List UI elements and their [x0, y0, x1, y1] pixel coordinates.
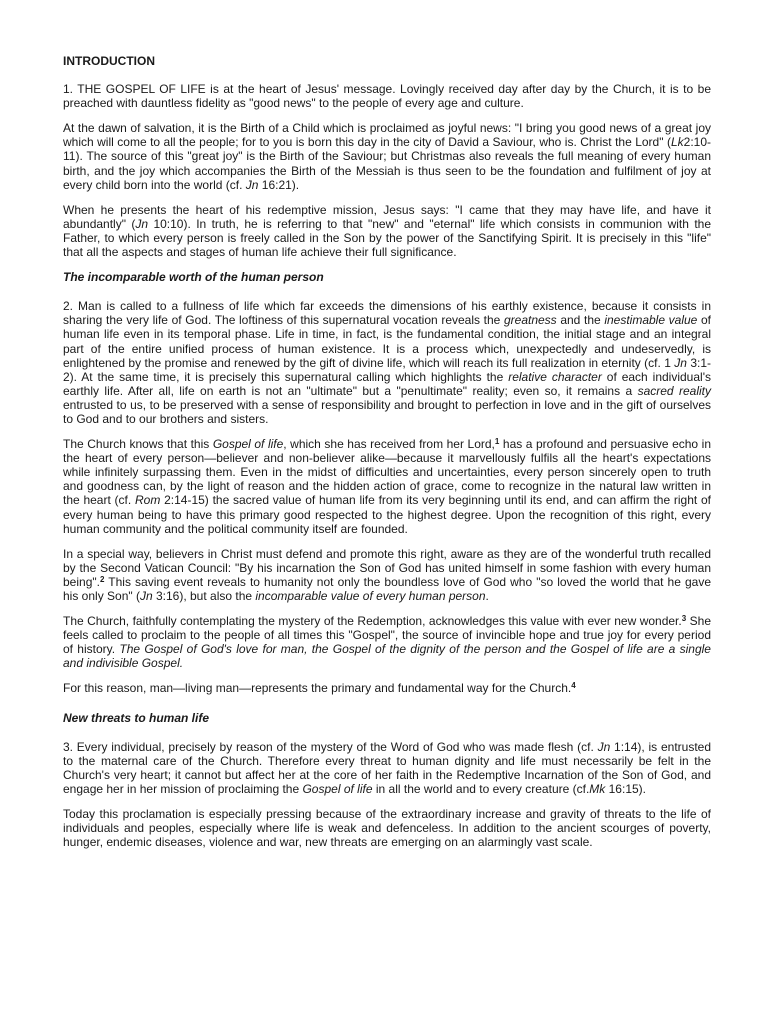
footnote-marker[interactable]: 2: [99, 574, 105, 584]
document-page: [63, 44, 711, 860]
paragraph-1: 1. THE GOSPEL OF LIFE is at the heart of Jesus' message. Lovingly received day after day by the Church, it is to be preached with dauntless fidelity as "good news" to the people of every age and culture.: [63, 82, 711, 111]
paragraph-4: 2. Man is called to a fullness of life which far exceeds the dimensions of his earthly existence, because it consists in sharing the very life of God. The loftiness of this supernatural vocation reveals the greatness and the inestimable value of human life even in its temporal phase. Life in time, in fact, is the fundamental condition, the initial stage and an integral part of the entire unified process of human existence. It is a process which, unexpectedly and undeservedly, is enlightened by the promise and renewed by the gift of divine life, which will reach its full realization in eternity (cf. 1 Jn 3:1-2). At the same time, it is precisely this supernatural calling which highlights the relative character of each individual's earthly life. After all, life on earth is not an "ultimate" but a "penultimate" reality; even so, it remains a sacred reality entrusted to us, to be preserved with a sense of responsibility and brought to perfection in love and in the gift of ourselves to God and to our brothers and sisters.: [63, 299, 712, 426]
scripture-ref: Mk: [589, 781, 606, 796]
footnote-marker[interactable]: 1: [494, 437, 500, 447]
paragraph-9: 3. Every individual, precisely by reason of the mystery of the Word of God who was made flesh (cf. Jn 1:14), is entrusted to the maternal care of the Church. Therefore every threat to human dignity and life must necessarily be felt in the Church's very heart; it cannot but affect her at the core of her faith in the Redemptive Incarnation of the Son of God, and engage her in her mission of proclaiming the Gospel of life in all the world and to every creature (cf.Mk 16:15).: [63, 739, 712, 796]
scripture-ref: Jn: [139, 589, 153, 603]
paragraph-8: For this reason, man—living man—represents the primary and fundamental way for the Church.$^4$: [63, 681, 576, 696]
scripture-ref: Rom: [135, 493, 161, 508]
paragraph-6: In a special way, believers in Christ must defend and promote this right, aware as they are of the wonderful truth recalled by the Second Vatican Council: "By his incarnation the Son of God has united himself in some fashion with every human being".$^2$ This saving event reveals to humanity not only the boundless love of God who "so loved the world that he gave his only Son" (Jn 3:16), but also the incomparable value of every human person.: [63, 546, 711, 603]
scripture-ref: Lk: [670, 135, 684, 150]
scripture-ref: Jn: [597, 739, 611, 754]
paragraph-7: The Church, faithfully contemplating the mystery of the Redemption, acknowledges this value with ever new wonder.$^3$ She feels called to proclaim to the people of all times this "Gospel", the source of invincible hope and true joy for every period of history. The Gospel of God's love for man, the Gospel of the dignity of the person and the Gospel of life are a single and indivisible Gospel.: [63, 614, 711, 671]
paragraph-5: The Church knows that this Gospel of life, which she has received from her Lord,$^1$ has a profound and persuasive echo in the heart of every person—believer and non-believer alike—because it marvellously fulfils all the heart's expectations while infinitely surpassing them. Even in the midst of difficulties and uncertainties, every person sincerely open to truth and goodness can, by the light of reason and the hidden action of grace, come to recognize in the natural law written in the heart (cf. Rom 2:14-15) the sacred value of human life from its very beginning until its end, and can affirm the right of every human being to have this primary good respected to the highest degree. Upon the recognition of this right, every human community and the political community itself are founded.: [63, 437, 712, 536]
scripture-ref: Jn: [245, 177, 259, 192]
subheading-new-threats: New threats to human life: [63, 710, 210, 725]
paragraph-3: When he presents the heart of his redemptive mission, Jesus says: "I came that they may have life, and have it abundantly" (Jn 10:10). In truth, he is referring to that "new" and "eternal" life which consists in communion with the Father, to which every person is freely called in the Son by the power of the Sanctifying Spirit. It is precisely in this "life" that all the aspects and stages of human life achieve their full significance.: [63, 202, 712, 260]
footnote-marker[interactable]: 4: [571, 681, 576, 691]
section-heading: INTRODUCTION: [63, 54, 155, 68]
paragraph-10: Today this proclamation is especially pressing because of the extraordinary increase and gravity of threats to the life of individuals and peoples, especially where life is weak and defenceless. In addition to the ancient scourges of poverty, hunger, endemic diseases, violence and war, new threats are emerging on an alarmingly vast scale.: [63, 807, 711, 850]
paragraph-2: At the dawn of salvation, it is the Birth of a Child which is proclaimed as joyful news: "I bring you good news of a great joy which will come to all the people; for to you is born this day in the city of David a Saviour, who is. Christ the Lord" (Lk2:10-11). The source of this "great joy" is the Birth of the Saviour; but Christmas also reveals the full meaning of every human birth, and the joy which accompanies the Birth of the Messiah is thus seen to be the foundation and fulfilment of joy at every child born into the world (cf. Jn 16:21).: [63, 121, 711, 192]
subheading-incomparable-worth: The incomparable worth of the human person: [63, 270, 324, 285]
scripture-ref: Jn: [674, 355, 687, 370]
footnote-marker[interactable]: 3: [681, 614, 687, 624]
scripture-ref: Jn: [135, 216, 149, 231]
